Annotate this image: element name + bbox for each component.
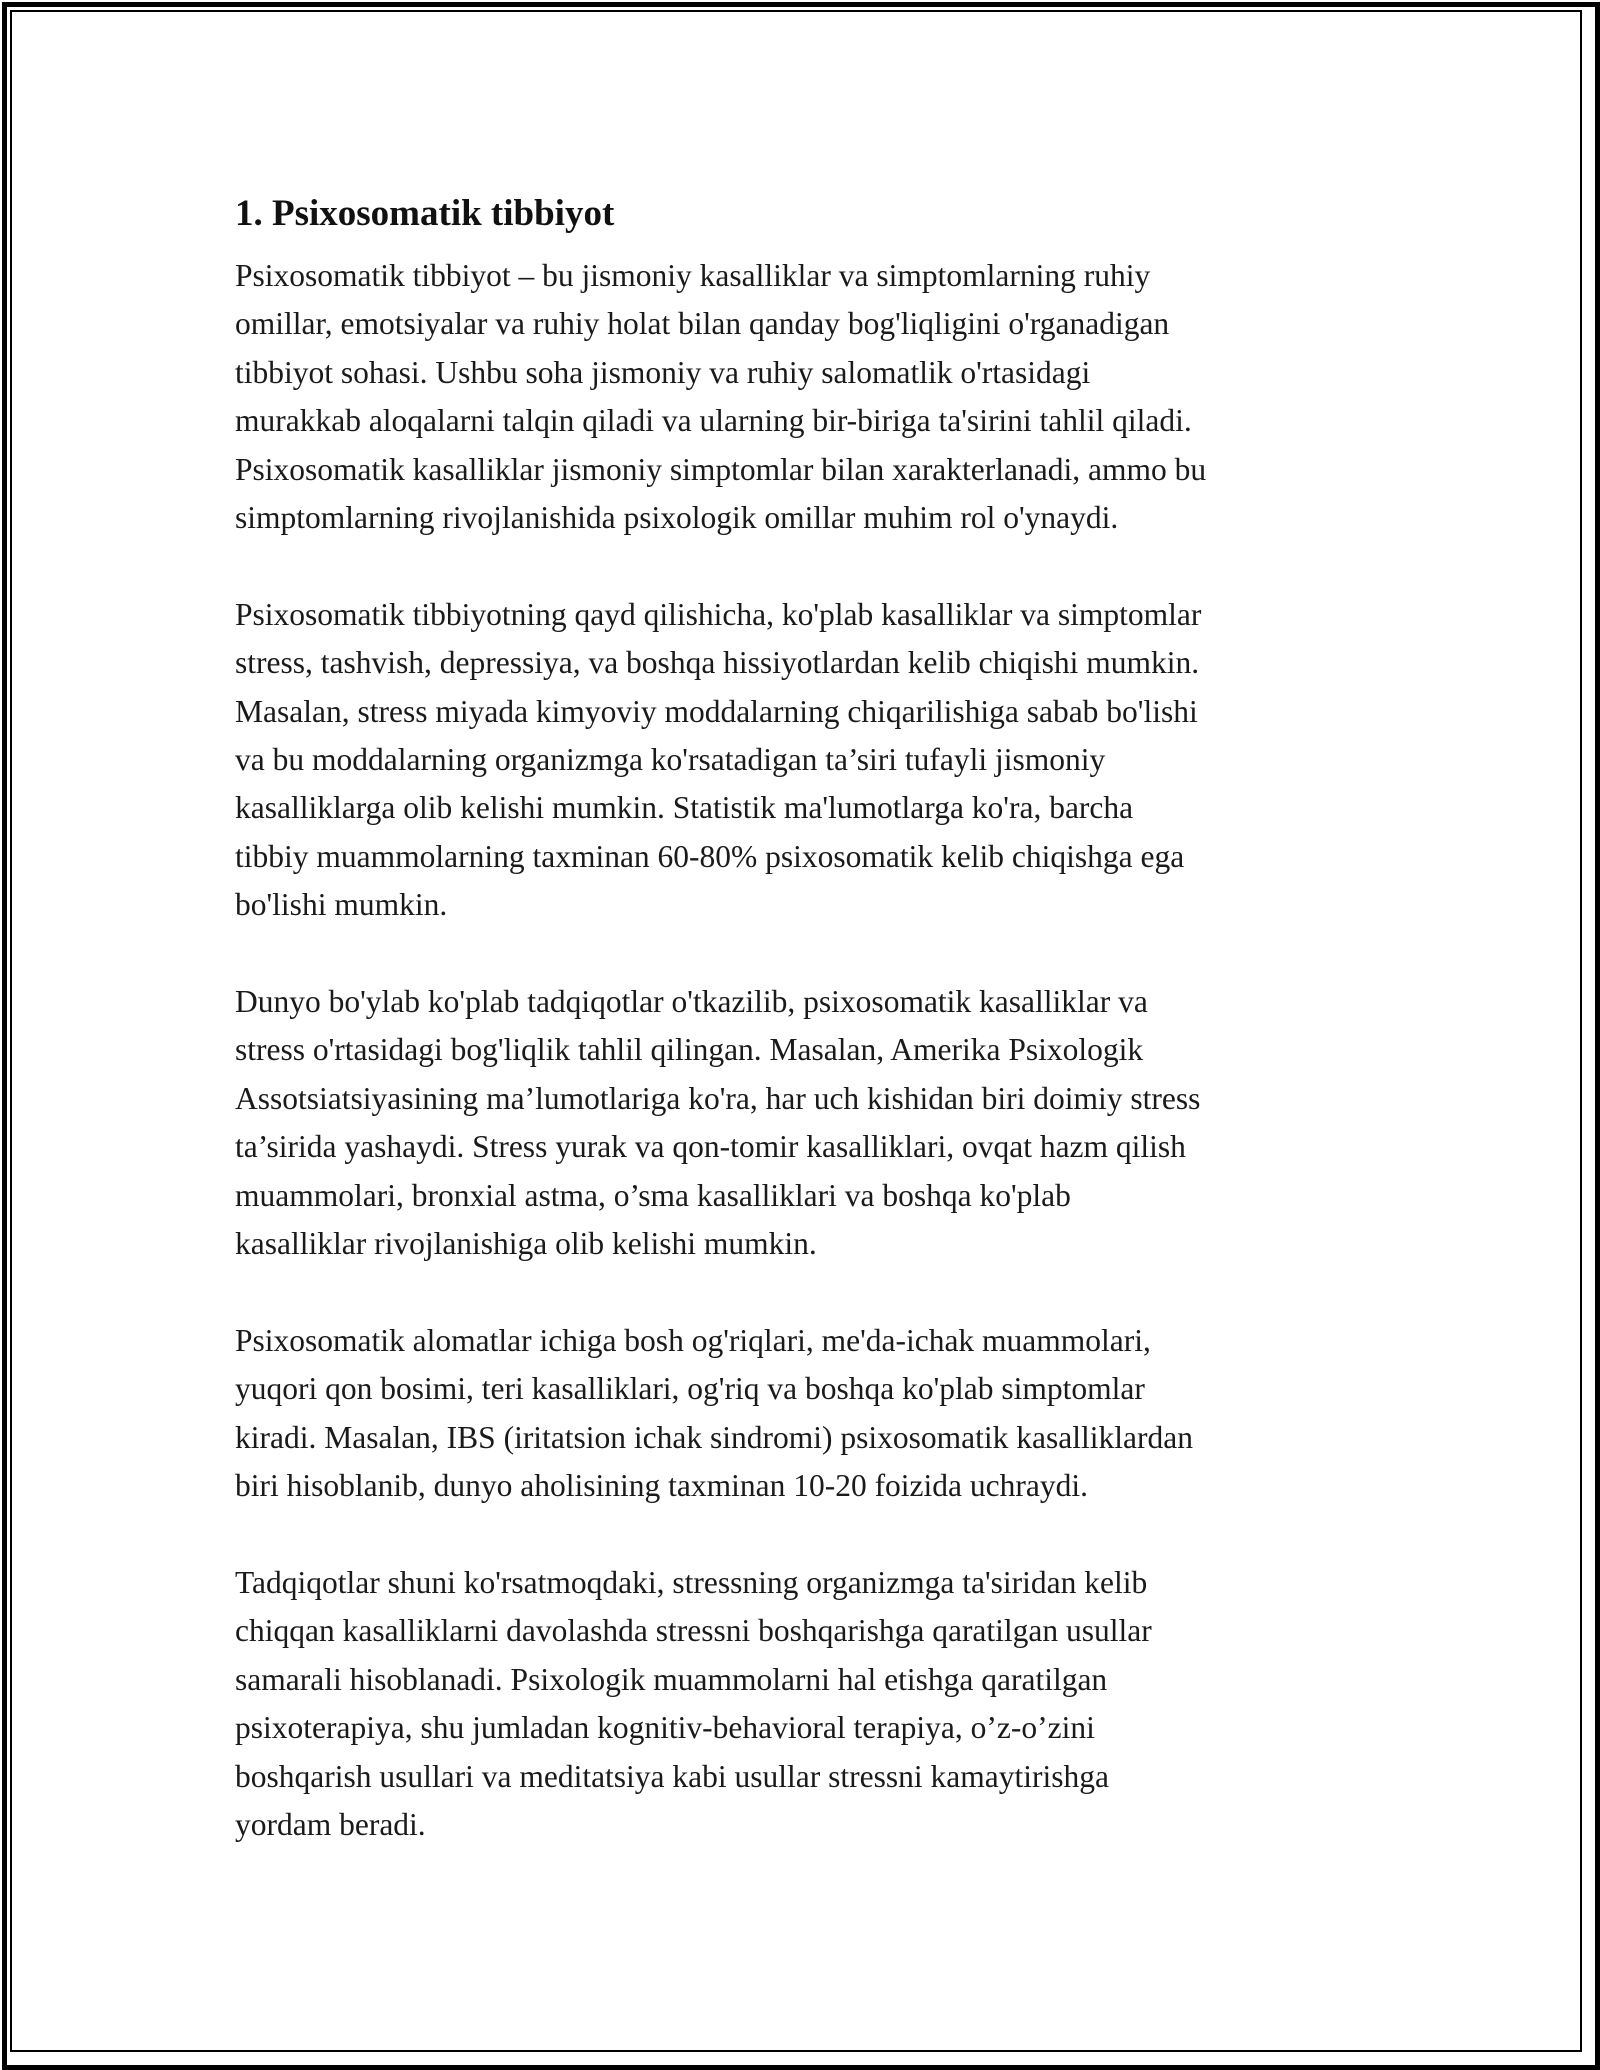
paragraph-5: Tadqiqotlar shuni ko'rsatmoqdaki, stressning organizmga ta'siridan kelib chiqqan kasalliklarni davolashda stressni boshqarishga qaratilgan usullar samarali hisoblanadi. Psixologik muammolarni hal etishga qaratilgan psixoterapiya, shu jumladan kognitiv-behavioral terapiya, o’z-o’zini boshqarish usullari va meditatsiya kabi usullar stressni kamaytirishga yordam beradi. bbox=[235, 1564, 1152, 1842]
paragraph-4: Psixosomatik alomatlar ichiga bosh og'riqlari, me'da-ichak muammolari, yuqori qon bosimi, teri kasalliklari, og'riq va boshqa ko'plab simptomlar kiradi. Masalan, IBS (iritatsion ichak sindromi) psixosomatik kasalliklardan biri hisoblanib, dunyo aholisining taxminan 10-20 foizida uchraydi. bbox=[235, 1322, 1193, 1504]
paragraph-2: Psixosomatik tibbiyotning qayd qilishicha, ko'plab kasalliklar va simptomlar stress, tashvish, depressiya, va boshqa hissiyotlardan kelib chiqishi mumkin. Masalan, stress miyada kimyoviy moddalarning chiqarilishiga sabab bo'lishi va bu moddalarning organizmga ko'rsatadigan ta’siri tufayli jismoniy kasalliklarga olib kelishi mumkin. Statistik ma'lumotlarga ko'ra, barcha tibbiy muammolarning taxminan 60-80% psixosomatik kelib chiqishga ega bo'lishi mumkin. bbox=[235, 596, 1202, 923]
paragraph-1: Psixosomatik tibbiyot – bu jismoniy kasalliklar va simptomlarning ruhiy omillar, emotsiyalar va ruhiy holat bilan qanday bog'liqligini o'rganadigan tibbiyot sohasi. Ushbu soha jismoniy va ruhiy salomatlik o'rtasidagi murakkab aloqalarni talqin qiladi va ularning bir-biriga ta'sirini tahlil qiladi. Psixosomatik kasalliklar jismoniy simptomlar bilan xarakterlanadi, ammo bu simptomlarning rivojlanishida psixologik omillar muhim rol o'ynaydi. bbox=[235, 258, 1207, 536]
paragraph-3: Dunyo bo'ylab ko'plab tadqiqotlar o'tkazilib, psixosomatik kasalliklar va stress o'rtasidagi bog'liqlik tahlil qilingan. Masalan, Amerika Psixologik Assotsiatsiyasining ma’lumotlariga ko'ra, har uch kishidan biri doimiy stress ta’sirida yashaydi. Stress yurak va qon-tomir kasalliklari, ovqat hazm qilish muammolari, bronxial astma, o’sma kasalliklari va boshqa ko'plab kasalliklar rivojlanishiga olib kelishi mumkin. bbox=[235, 984, 1201, 1262]
document-body bbox=[235, 188, 1385, 1898]
section-heading: 1. Psixosomatik tibbiyot bbox=[235, 193, 615, 234]
